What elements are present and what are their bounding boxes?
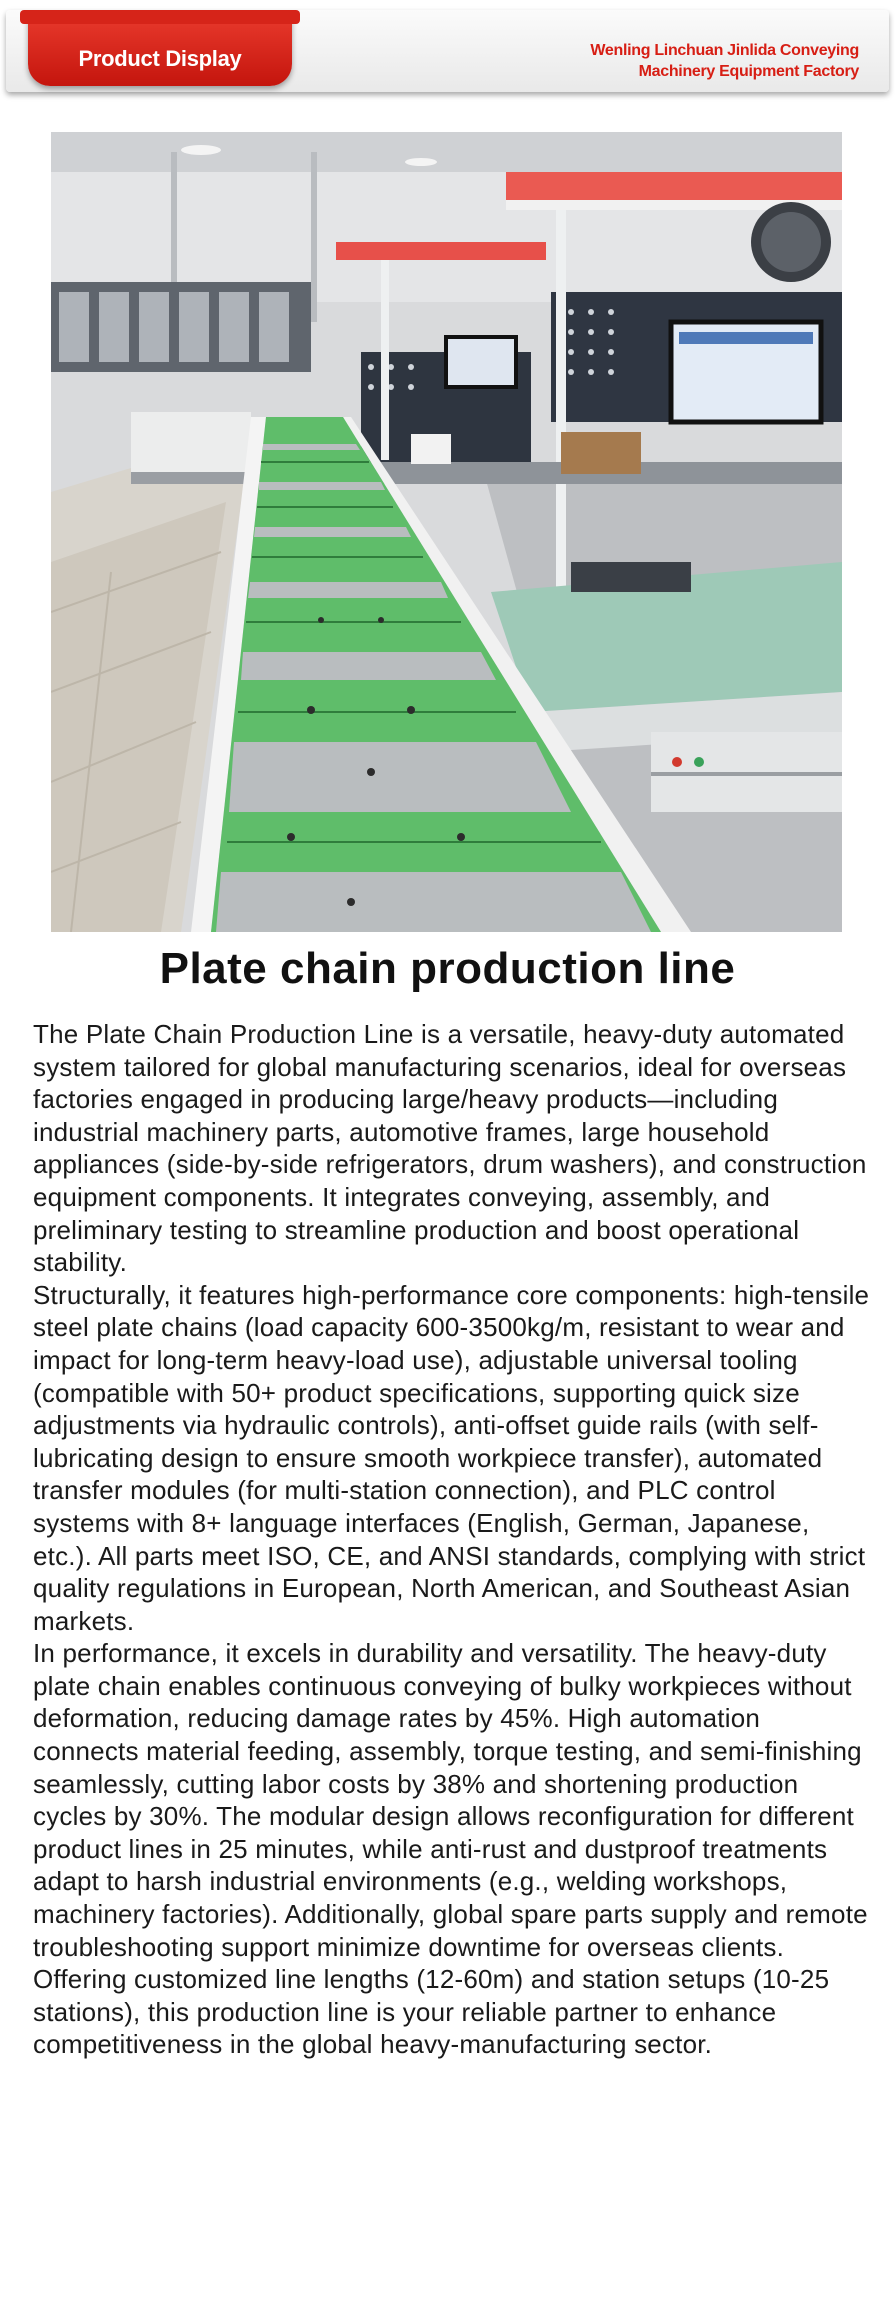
conveyor-production-line-photo <box>51 132 842 932</box>
description-paragraph-3: In performance, it excels in durability and versatility. The heavy-duty plate chain enables continuous conveying of bulky workpieces without deformation, reducing damage rates by 45%. High automation connects material feeding, assembly, torque testing, and semi-finishing seamlessly, cutting labor costs by 38% and shortening production cycles by 30%. The modular design allows reconfiguration for different product lines in 25 minutes, while anti-rust and dustproof treatments adapt to harsh industrial environments (e.g., welding workshops, machinery factories). Additionally, global spare parts supply and remote troubleshooting support minimize downtime for overseas clients. <box>33 1638 868 1962</box>
description-paragraph-4: Offering customized line lengths (12-60m) and station setups (10-25 stations), this production line is your reliable partner to enhance competitiveness in the global heavy-manufacturing sector. <box>33 1964 830 2060</box>
product-description <box>33 1018 873 2061</box>
product-display-label: Product Display <box>78 46 242 71</box>
company-name <box>590 40 859 82</box>
description-paragraph-1: The Plate Chain Production Line is a versatile, heavy-duty automated system tailored for global manufacturing scenarios, ideal for overseas factories engaged in producing large/heavy products—including industrial machinery parts, automotive frames, large household appliances (side-by-side refrigerators, drum washers), and construction equipment components. It integrates conveying, assembly, and preliminary testing to streamline production and boost operational stability. <box>33 1019 867 1278</box>
product-display-tab[interactable] <box>28 16 292 86</box>
description-paragraph-2: Structurally, it features high-performance core components: high-tensile steel plate chains (load capacity 600-3500kg/m, resistant to wear and impact for long-term heavy-load use), adjustable universal tooling (compatible with 50+ product specifications, supporting quick size adjustments via hydraulic controls), anti-offset guide rails (with self-lubricating design to ensure smooth workpiece transfer), automated transfer modules (for multi-station connection), and PLC control systems with 8+ language interfaces (English, German, Japanese, etc.). All parts meet ISO, CE, and ANSI standards, complying with strict quality regulations in European, North American, and Southeast Asian markets. <box>33 1279 870 1636</box>
product-photo <box>51 132 842 932</box>
company-name-line2: Machinery Equipment Factory <box>638 63 859 80</box>
header-banner <box>6 10 889 92</box>
company-name-line1: Wenling Linchuan Jinlida Conveying <box>590 42 859 59</box>
page-title: Plate chain production line <box>159 944 736 993</box>
